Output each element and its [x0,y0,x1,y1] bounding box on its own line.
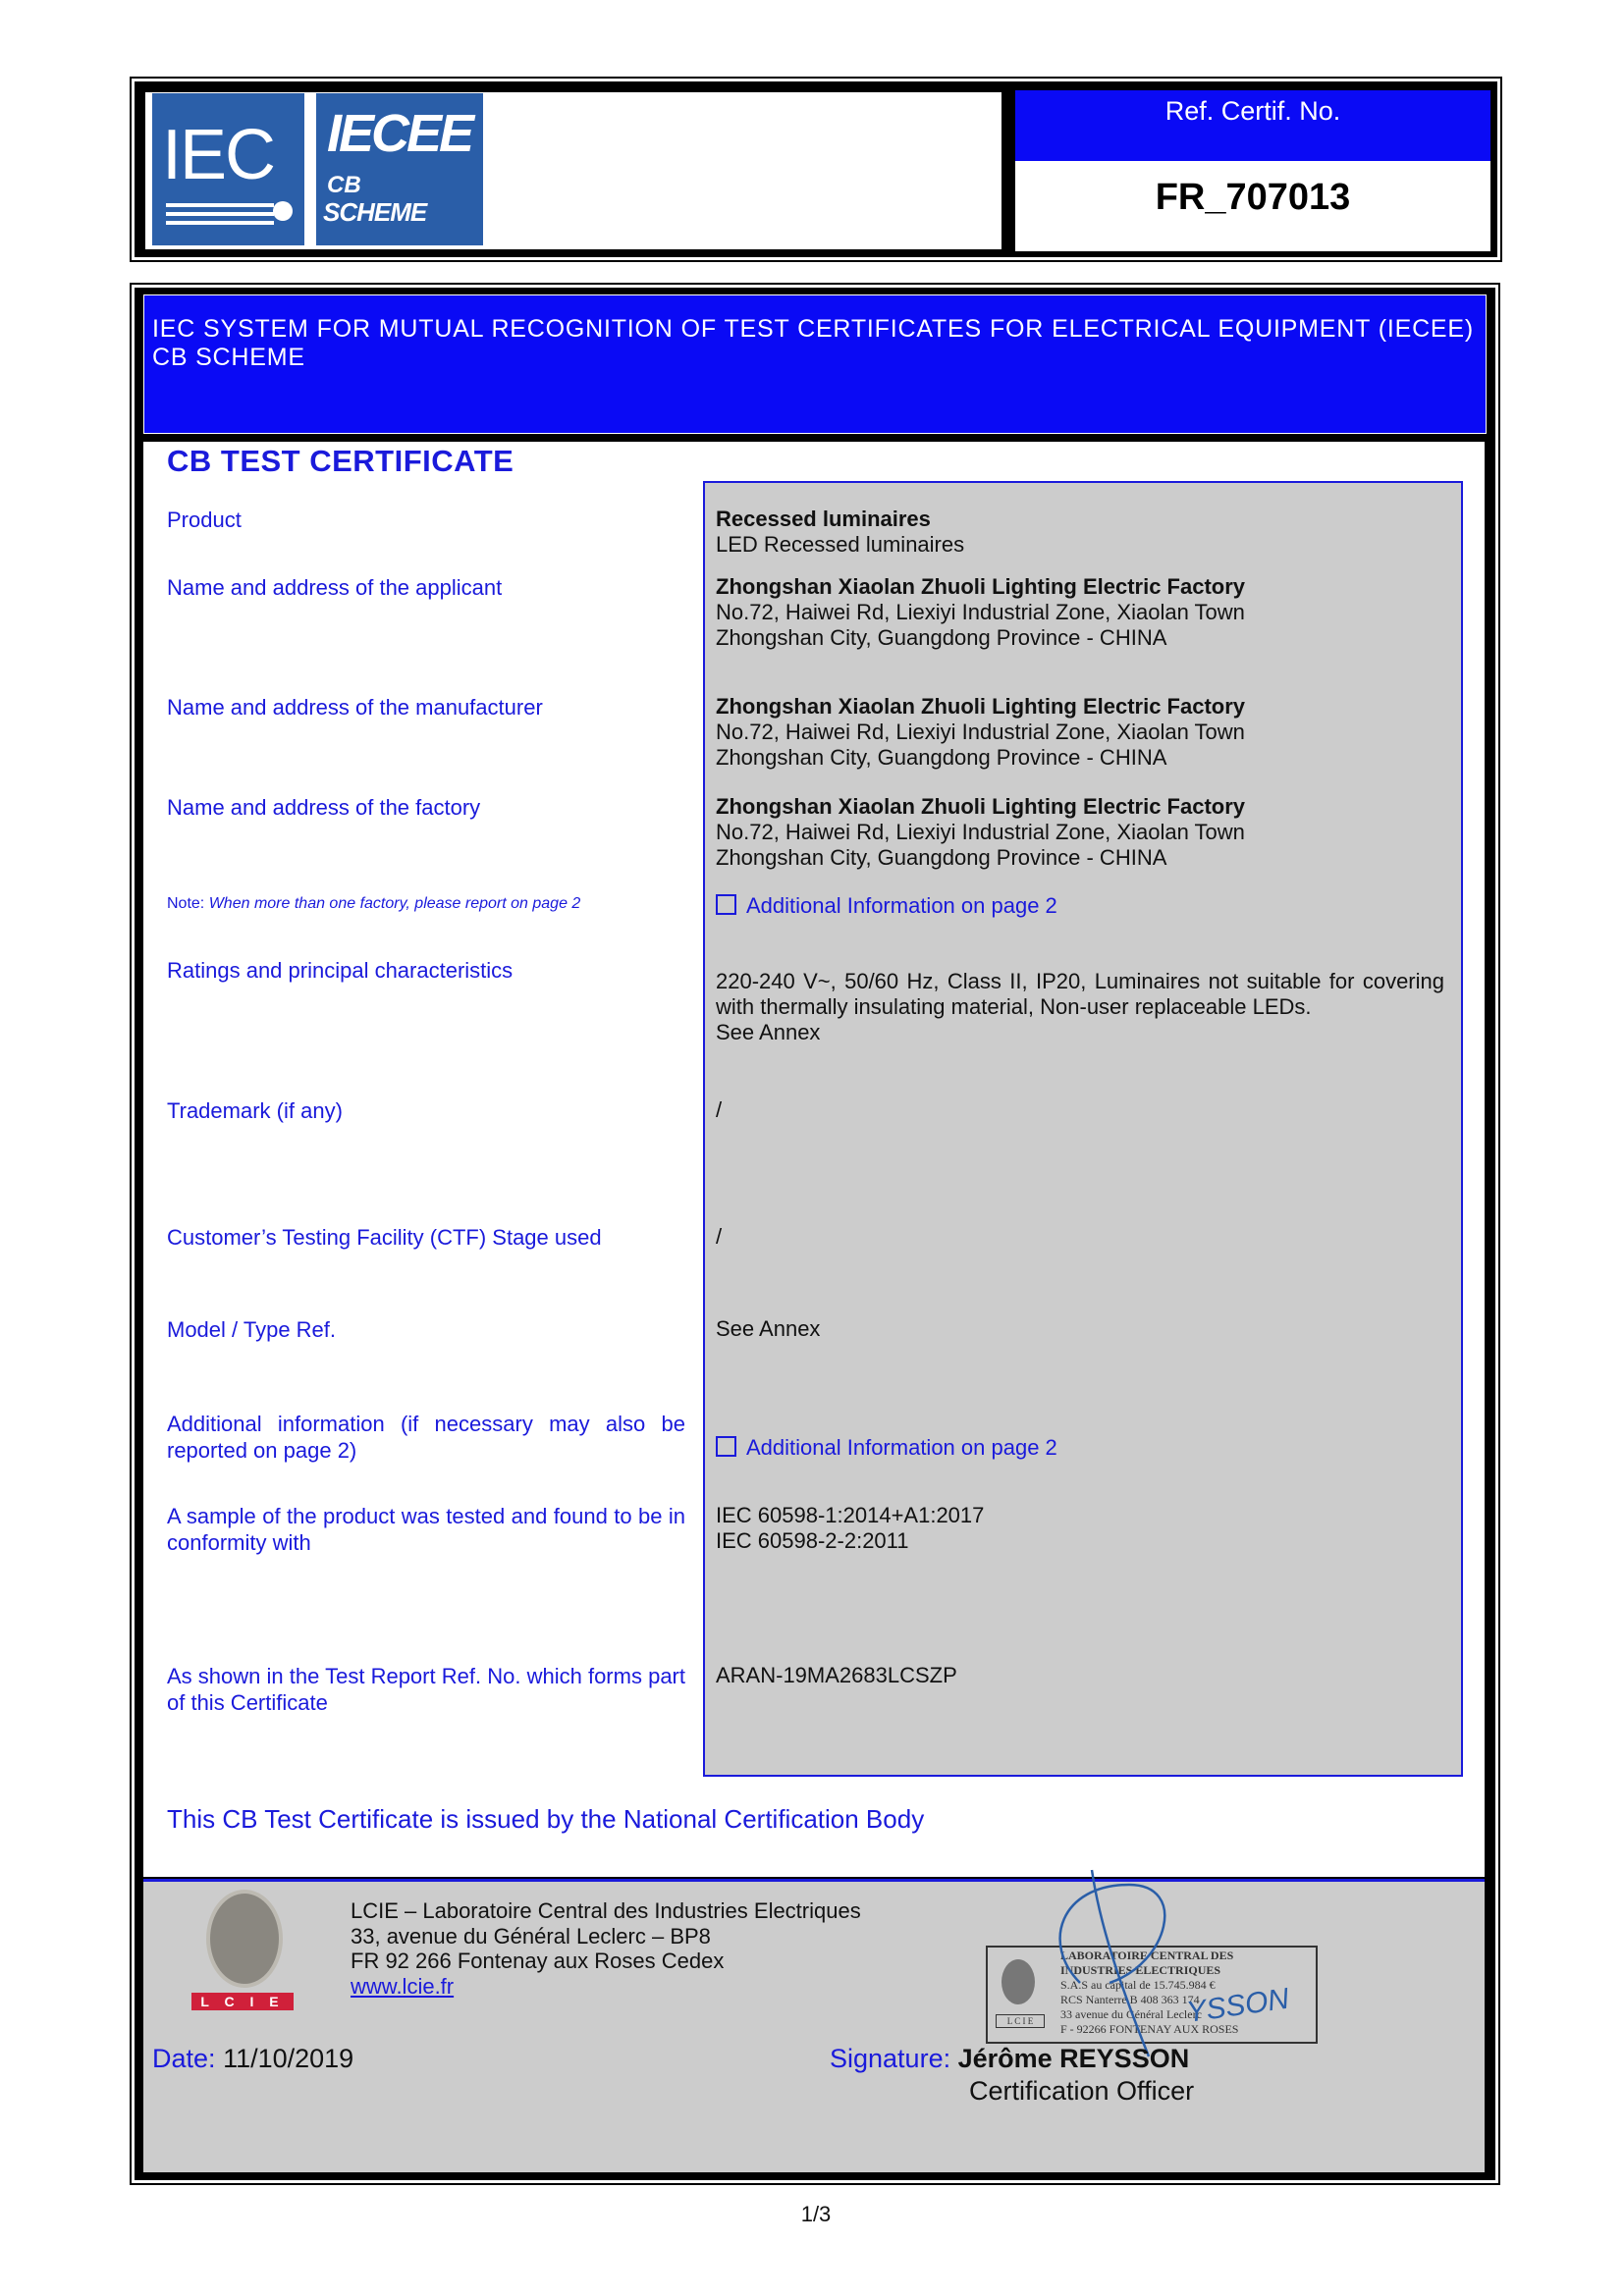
certificate-title: CB TEST CERTIFICATE [167,444,514,478]
bureau-veritas-seal [206,1890,283,1988]
signature-field: Signature: Jérôme REYSSON [830,2044,1190,2073]
ref-certif-box [1013,88,1492,253]
iecee-logo: IEC IECEE CB SCHEME [152,93,483,245]
signatory-title: Certification Officer [969,2076,1195,2106]
value-product: Recessed luminaires LED Recessed luminaires [716,507,965,557]
handwritten-signature [1021,1865,1306,2061]
value-manufacturer: Zhongshan Xiaolan Zhuoli Lighting Electric Factory No.72, Haiwei Rd, Liexiyi Industrial Zone, Xiaolan Town Zhongshan City, Guangdong Province - CHINA [716,694,1246,770]
date-field: Date: 11/10/2019 [152,2044,354,2073]
website-link[interactable]: www.lcie.fr [351,1973,455,1999]
label-manufacturer: Name and address of the manufacturer [167,695,543,720]
value-ratings: 220-240 V~, 50/60 Hz, Class II, IP20, Luminaires not suitable for covering with thermally insulating material, Non-user replaceable LEDs. See Annex [716,969,1444,1044]
additional-info-checkbox-factory[interactable]: Additional Information on page 2 [716,893,1444,919]
label-ctf-stage: Customer’s Testing Facility (CTF) Stage used [167,1225,602,1250]
value-applicant: Zhongshan Xiaolan Zhuoli Lighting Electric Factory No.72, Haiwei Rd, Liexiyi Industrial Zone, Xiaolan Town Zhongshan City, Guangdong Province - CHINA [716,574,1246,650]
value-ctf-stage: / [716,1224,723,1249]
ref-number: FR_707013 [1155,177,1351,218]
value-test-report: ARAN-19MA2683LCSZP [716,1663,957,1687]
svg-text:YSSON: YSSON [1184,1982,1291,2029]
value-conformity: IEC 60598-1:2014+A1:2017 IEC 60598-2-2:2011 [716,1503,985,1553]
lab-address: LCIE – Laboratoire Central des Industries Electriques 33, avenue du Général Leclerc – BP8 FR 92 266 Fontenay aux Roses Cedex www.lcie.fr [351,1898,861,1999]
label-test-report: As shown in the Test Report Ref. No. which forms part of this Certificate [167,1664,685,1715]
label-model: Model / Type Ref. [167,1317,337,1342]
label-product: Product [167,507,242,532]
factory-note: Note: When more than one factory, please report on page 2 [167,895,581,912]
value-model: See Annex [716,1316,821,1341]
value-trademark: / [716,1097,723,1122]
label-factory: Name and address of the factory [167,795,481,820]
page-number: 1/3 [800,2202,832,2226]
checkbox-icon[interactable] [716,894,736,915]
values-panel [703,481,1463,1777]
additional-info-checkbox[interactable]: Additional Information on page 2 [716,1435,1444,1461]
scheme-banner: IEC SYSTEM FOR MUTUAL RECOGNITION OF TEST CERTIFICATES FOR ELECTRICAL EQUIPMENT (IECEE) CB SCHEME [143,294,1487,434]
label-ratings: Ratings and principal characteristics [167,958,514,983]
label-trademark: Trademark (if any) [167,1098,343,1123]
lcie-logo: L C I E [191,1993,294,2010]
label-conformity: A sample of the product was tested and found to be in conformity with [167,1504,685,1555]
label-additional-info: Additional information (if necessary may also be reported on page 2) [167,1412,685,1463]
value-factory: Zhongshan Xiaolan Zhuoli Lighting Electric Factory No.72, Haiwei Rd, Liexiyi Industrial Zone, Xiaolan Town Zhongshan City, Guangdong Province - CHINA [716,794,1246,870]
ref-label: Ref. Certif. No. [1164,96,1341,126]
checkbox-icon[interactable] [716,1436,736,1457]
company-stamp: L C I E LABORATOIRE CENTRAL DES INDUSTRIES ELECTRIQUES S.A.S au capital de 15.745.984 € RCS Nanterre B 408 363 174 33 avenue du Général Leclerc F - 92266 FONTENAY AUX ROSES [986,1946,1318,2044]
label-applicant: Name and address of the applicant [167,575,503,600]
issued-by-statement: This CB Test Certificate is issued by the National Certification Body [167,1804,925,1834]
